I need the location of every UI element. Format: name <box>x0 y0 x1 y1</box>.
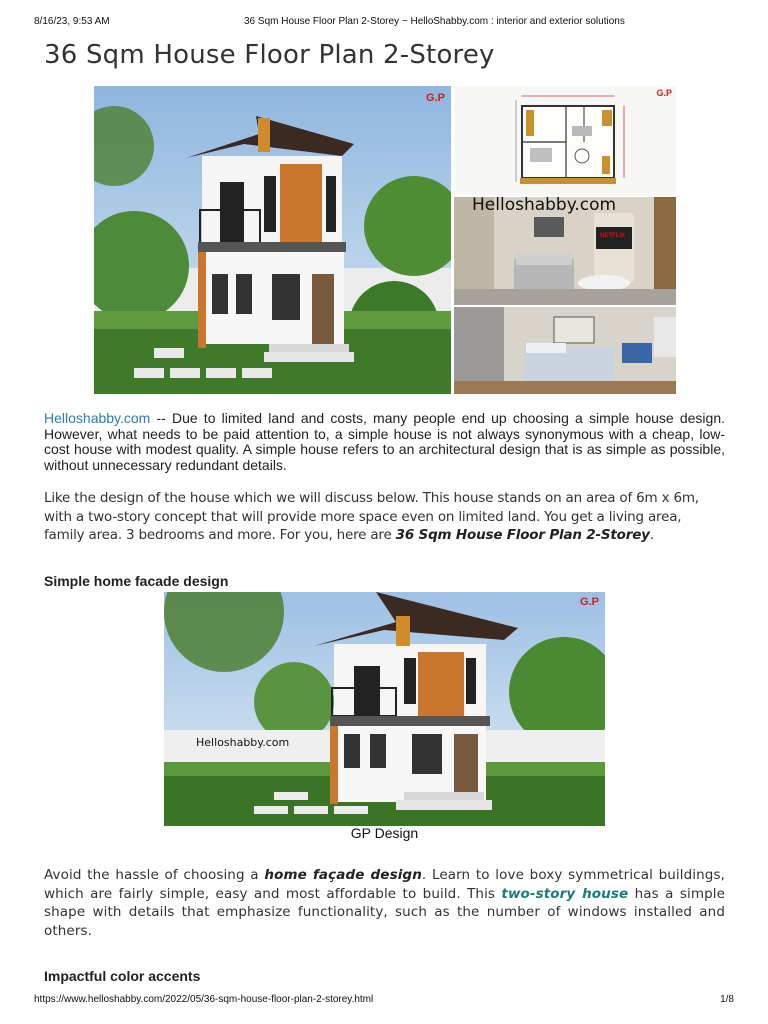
facade-image <box>164 592 605 826</box>
hero-watermark: Helloshabby.com <box>472 197 617 215</box>
description-emphasis: 36 Sqm House Floor Plan 2-Storey <box>395 527 650 543</box>
facade-watermark: Helloshabby.com <box>196 736 290 749</box>
facade-paragraph <box>44 866 725 940</box>
intro-text: -- Due to limited land and costs, many people end up choosing a simple house design. However, what needs to be paid attention to, a simple house is not always synonymous with a cheap, low-cost house with modest quality. A simple house refers to an architectural design that is as simple as possible, without unnecessary redundant details. <box>44 410 725 473</box>
hero-brand-badge: G.P <box>426 92 445 104</box>
tv-netflix-label: NETFLIX <box>600 233 625 239</box>
facade-text-3: has a simple shape with details that emphasize functionality, such as the number of windows installed and others. <box>44 885 725 939</box>
facade-text-1: Avoid the hassle of choosing a <box>44 867 265 883</box>
plan-brand-badge: G.P <box>656 88 672 98</box>
print-url: https://www.helloshabby.com/2022/05/36-sqm-house-floor-plan-2-storey.html <box>34 994 374 1005</box>
section-heading-color-accents: Impactful color accents <box>44 968 201 984</box>
bedroom-image <box>454 307 676 394</box>
hero-exterior-image <box>94 86 451 394</box>
page-title: 36 Sqm House Floor Plan 2-Storey <box>44 40 495 70</box>
print-page-title: 36 Sqm House Floor Plan 2-Storey ~ HelloShabby.com : interior and exterior solutions <box>244 16 625 27</box>
facade-caption: GP Design <box>350 825 419 841</box>
description-text: Like the design of the house which we will discuss below. This house stands on an area of 6m x 6m, with a two-story concept that will provide more space even on limited land. You get a living area, family area. 3 bedrooms and more. For you, here are <box>44 490 699 543</box>
print-header <box>34 16 734 30</box>
print-datetime: 8/16/23, 9:53 AM <box>34 16 110 27</box>
house-exterior-illustration <box>94 86 451 394</box>
description-end: . <box>649 527 654 543</box>
site-link[interactable]: Helloshabby.com <box>44 410 151 426</box>
facade-illustration <box>164 592 605 826</box>
intro-paragraph <box>44 411 725 473</box>
floor-plan-image <box>454 86 676 195</box>
section-heading-facade: Simple home facade design <box>44 573 229 589</box>
bedroom-illustration <box>454 307 676 394</box>
print-footer <box>34 994 734 1008</box>
living-room-image <box>454 197 676 305</box>
print-page-number: 1/8 <box>720 994 734 1005</box>
facade-brand-badge: G.P <box>580 596 599 608</box>
two-story-house-link[interactable]: two-story house <box>501 885 629 902</box>
facade-text-2: . Learn to love boxy symmetrical buildings, which are fairly simple, easy and most affordable to build. This <box>44 867 725 902</box>
description-paragraph <box>44 489 725 545</box>
floor-plan-drawing <box>454 86 676 195</box>
facade-emphasis: home façade design <box>264 867 422 883</box>
